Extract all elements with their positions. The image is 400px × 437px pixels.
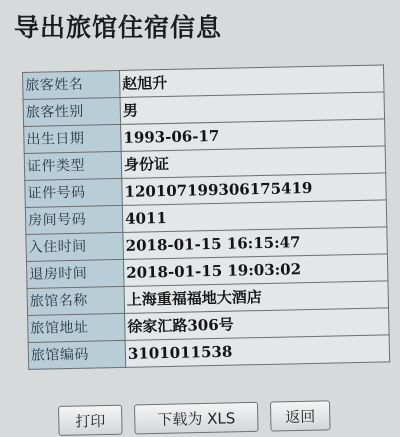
guest-gender-value: 男	[120, 92, 385, 125]
print-button[interactable]: 打印	[58, 405, 123, 436]
hotel-name-value: 上海重福福地大酒店	[124, 281, 389, 314]
check-out-time-value: 2018-01-15 19:03:02	[123, 254, 388, 287]
hotel-name-label: 旅馆名称	[27, 286, 125, 315]
check-in-time-value: 2018-01-15 16:15:47	[123, 227, 388, 260]
birth-date-label: 出生日期	[24, 124, 122, 153]
download-xls-button[interactable]: 下载为 XLS	[134, 402, 259, 435]
check-out-time-label: 退房时间	[26, 259, 124, 288]
hotel-code-value: 3101011538	[125, 335, 390, 368]
room-number-value: 4011	[122, 200, 387, 233]
back-button[interactable]: 返回	[270, 400, 331, 431]
id-number-value: 120107199306175419	[122, 173, 387, 206]
id-number-label: 证件号码	[25, 178, 123, 207]
guest-info-table	[22, 64, 390, 370]
check-in-time-label: 入住时间	[26, 232, 124, 261]
action-buttons	[58, 400, 331, 436]
id-type-value: 身份证	[121, 146, 386, 179]
guest-name-value: 赵旭升	[119, 65, 384, 98]
hotel-code-label: 旅馆编码	[28, 340, 126, 369]
hotel-address-label: 旅馆地址	[28, 313, 126, 342]
room-number-label: 房间号码	[25, 205, 123, 234]
guest-name-label: 旅客姓名	[23, 70, 121, 99]
hotel-address-value: 徐家汇路306号	[125, 308, 390, 341]
birth-date-value: 1993-06-17	[121, 119, 386, 152]
id-type-label: 证件类型	[24, 151, 122, 180]
page-title: 导出旅馆住宿信息	[14, 13, 223, 42]
guest-gender-label: 旅客性别	[23, 97, 121, 126]
